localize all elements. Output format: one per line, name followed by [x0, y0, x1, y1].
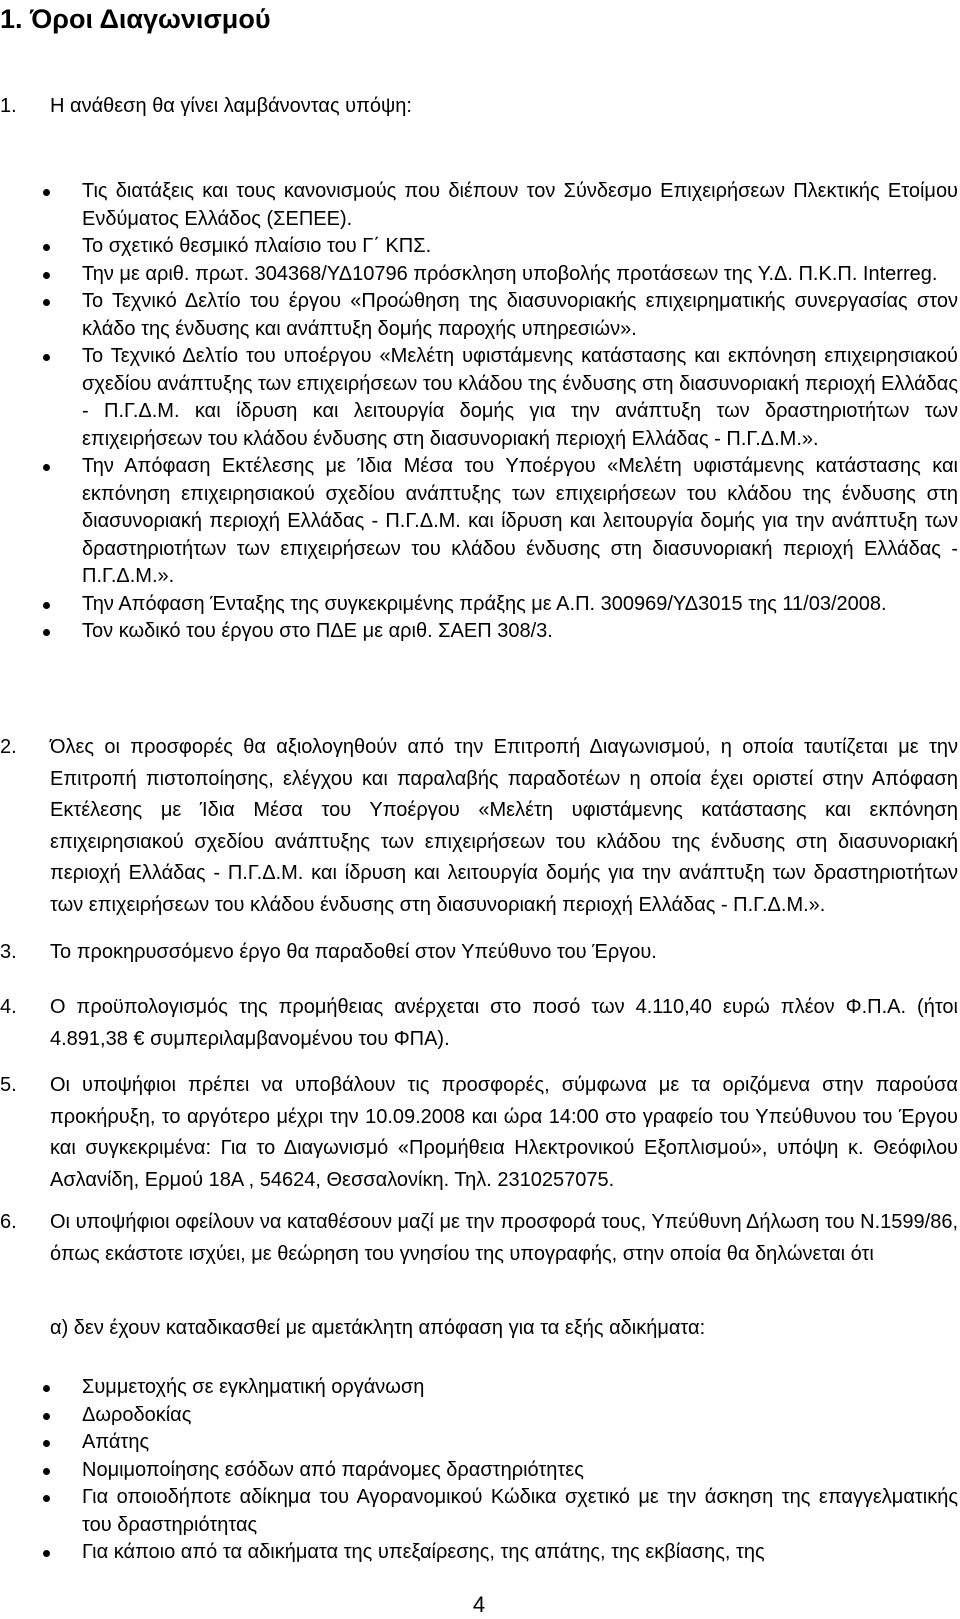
list-item: Συμμετοχής σε εγκληματική οργάνωση — [0, 1374, 958, 1402]
item-number: 4. — [0, 996, 17, 1018]
list-item: Για κάποιο από τα αδικήματα της υπεξαίρεσης, της απάτης, της εκβίασης, της — [0, 1539, 958, 1567]
numbered-item-1 — [0, 91, 958, 123]
list-item: Την με αριθ. πρωτ. 304368/ΥΔ10796 πρόσκληση υποβολής προτάσεων της Υ.Δ. Π.Κ.Π. Interreg. — [0, 261, 958, 289]
numbered-item-4 — [0, 992, 958, 1055]
bullet-icon — [43, 354, 50, 361]
list-item: Το σχετικό θεσμικό πλαίσιο του Γ΄ ΚΠΣ. — [0, 233, 958, 261]
item-number: 1. — [0, 95, 17, 117]
bullet-icon — [43, 629, 50, 636]
subsection-heading: α) δεν έχουν καταδικασθεί με αμετάκλητη απόφαση για τα εξής αδικήματα: — [50, 1317, 706, 1339]
list-item: Δωροδοκίας — [0, 1402, 958, 1430]
offences-list — [0, 1374, 958, 1567]
bullet-icon — [43, 1495, 50, 1502]
bullet-icon — [43, 299, 50, 306]
bullet-icon — [43, 272, 50, 279]
item-text: Οι υποψήφιοι οφείλουν να καταθέσουν μαζί με την προσφορά τους, Υπεύθυνη Δήλωση του Ν.1599/86, όπως εκάστοτε ισχύει, με θεώρηση του γνησίου της υπογραφής, στην οποία θα δηλώνεται ότι — [50, 1211, 958, 1265]
bullet-icon — [43, 1550, 50, 1557]
bullet-icon — [43, 1440, 50, 1447]
bullet-icon — [43, 464, 50, 471]
item-text: Ο προϋπολογισμός της προμήθειας ανέρχεται στο ποσό των 4.110,40 ευρώ πλέον Φ.Π.Α. (ήτοι 4.891,38 € συμπεριλαμβανομένου του ΦΠΑ). — [50, 996, 958, 1050]
list-item: Την Απόφαση Ένταξης της συγκεκριμένης πράξης με Α.Π. 300969/ΥΔ3015 της 11/03/2008. — [0, 591, 958, 619]
numbered-item-2 — [0, 732, 958, 921]
section-heading: 1. Όροι Διαγωνισμού — [0, 4, 271, 34]
numbered-item-5 — [0, 1070, 958, 1196]
numbered-item-3 — [0, 937, 958, 969]
list-item: Την Απόφαση Εκτέλεσης με Ίδια Μέσα του Υποέργου «Μελέτη υφιστάμενης κατάστασης και εκπόνηση επιχειρησιακού σχεδίου ανάπτυξης των επιχειρήσεων του κλάδου της ένδυσης στη διασυνοριακή περιοχή Ελλάδας - Π.Γ.Δ.Μ. και ίδρυση και λειτουργία δομής για την ανάπτυξη των δραστηριοτήτων των επιχειρήσεων του κλάδου ένδυσης στη διασυνοριακή περιοχή Ελλάδας - Π.Γ.Δ.Μ.». — [0, 453, 958, 591]
item-text: Οι υποψήφιοι πρέπει να υποβάλουν τις προσφορές, σύμφωνα με τα οριζόμενα στην παρούσα προκήρυξη, το αργότερο μέχρι την 10.09.2008 και ώρα 14:00 στο γραφείο του Υπεύθυνου του Έργου και συγκεκριμένα: Για το Διαγωνισμό «Προμήθεια Ηλεκτρονικού Εξοπλισμού», υπόψη κ. Θεόφιλου Ασλανίδη, Ερμού 18Α , 54624, Θεσσαλονίκη. Τηλ. 2310257075. — [50, 1074, 958, 1191]
item-text: Όλες οι προσφορές θα αξιολογηθούν από την Επιτροπή Διαγωνισμού, η οποία ταυτίζεται με την Επιτροπή πιστοποίησης, ελέγχου και παραλαβής παραδοτέων η οποία έχει οριστεί στην Απόφαση Εκτέλεσης με Ίδια Μέσα του Υποέργου «Μελέτη υφιστάμενης κατάστασης και εκπόνηση επιχειρησιακού σχεδίου ανάπτυξης των επιχειρήσεων του κλάδου της ένδυσης στη διασυνοριακή περιοχή Ελλάδας - Π.Γ.Δ.Μ. και ίδρυση και λειτουργία δομής για την ανάπτυξη των δραστηριοτήτων των επιχειρήσεων του κλάδου ένδυσης στη διασυνοριακή περιοχή Ελλάδας - Π.Γ.Δ.Μ.». — [50, 736, 958, 916]
item-number: 3. — [0, 941, 17, 963]
item-text: Η ανάθεση θα γίνει λαμβάνοντας υπόψη: — [50, 95, 412, 117]
list-item: Για οποιοδήποτε αδίκημα του Αγορανομικού Κώδικα σχετικό με την άσκηση της επαγγελματικής του δραστηριότητας — [0, 1484, 958, 1539]
list-item: Το Τεχνικό Δελτίο του έργου «Προώθηση της διασυνοριακής επιχειρηματικής συνεργασίας στον κλάδο της ένδυσης και ανάπτυξη δομής παροχής υπηρεσιών». — [0, 288, 958, 343]
list-item: Νομιμοποίησης εσόδων από παράνομες δραστηριότητες — [0, 1457, 958, 1485]
item-number: 2. — [0, 736, 17, 758]
numbered-item-6 — [0, 1207, 958, 1270]
list-item: Τις διατάξεις και τους κανονισμούς που διέπουν τον Σύνδεσμο Επιχειρήσεων Πλεκτικής Ετοίμου Ενδύματος Ελλάδος (ΣΕΠΕΕ). — [0, 178, 958, 233]
conditions-list — [0, 178, 958, 646]
item-number: 6. — [0, 1211, 17, 1233]
bullet-icon — [43, 1385, 50, 1392]
bullet-icon — [43, 602, 50, 609]
bullet-icon — [43, 1413, 50, 1420]
list-item: Το Τεχνικό Δελτίο του υποέργου «Μελέτη υφιστάμενης κατάστασης και εκπόνηση επιχειρησιακού σχεδίου ανάπτυξης των επιχειρήσεων του κλάδου της ένδυσης στη διασυνοριακή περιοχή Ελλάδας - Π.Γ.Δ.Μ. και ίδρυση και λειτουργία δομής για την ανάπτυξη των δραστηριοτήτων των επιχειρήσεων του κλάδου ένδυσης στη διασυνοριακή περιοχή Ελλάδας - Π.Γ.Δ.Μ.». — [0, 343, 958, 453]
list-item: Απάτης — [0, 1429, 958, 1457]
bullet-icon — [43, 189, 50, 196]
bullet-icon — [43, 244, 50, 251]
item-number: 5. — [0, 1074, 17, 1096]
list-item: Τον κωδικό του έργου στο ΠΔΕ με αριθ. ΣΑΕΠ 308/3. — [0, 618, 958, 646]
page-number: 4 — [472, 1592, 486, 1617]
item-text: Το προκηρυσσόμενο έργο θα παραδοθεί στον Υπεύθυνο του Έργου. — [50, 941, 657, 963]
bullet-icon — [43, 1468, 50, 1475]
